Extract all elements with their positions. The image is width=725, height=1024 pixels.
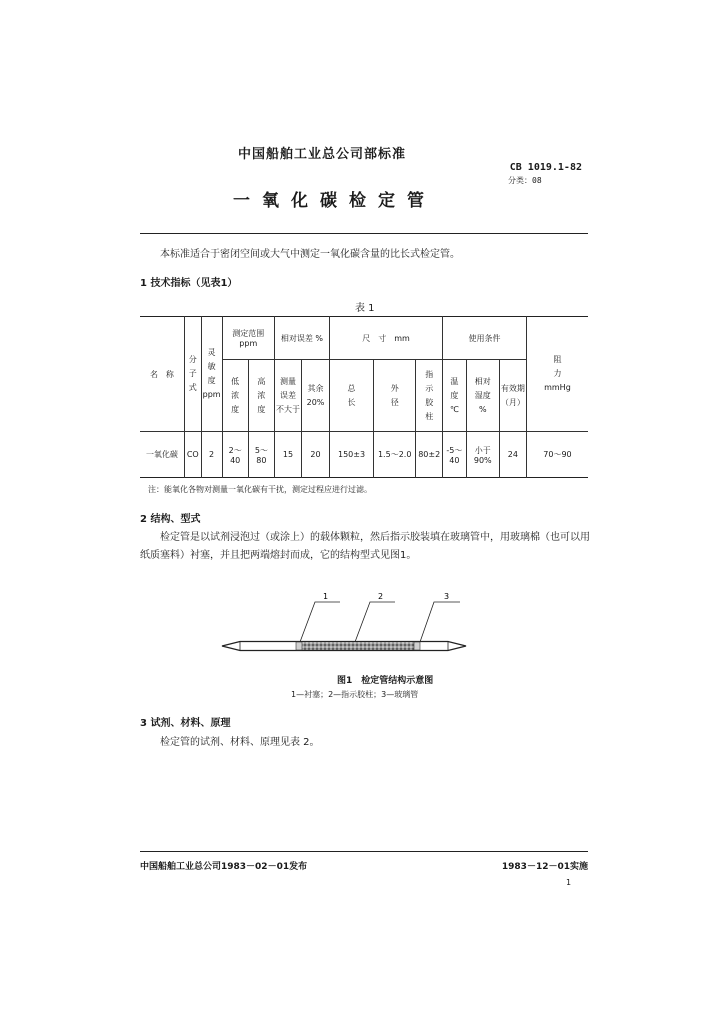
effective-date: 1983－12－01实施 xyxy=(501,862,588,872)
figure-legend: 1—衬塞；2—指示胶柱；3—玻璃管 xyxy=(291,690,419,699)
col-header-resistance: 阻 力 mmHg xyxy=(526,317,588,432)
group-header-size: 尺 寸 mm xyxy=(330,317,443,360)
section-2-heading: 2 结构、型式 xyxy=(140,514,201,525)
group-header-range: 测定范围 ppm xyxy=(222,317,274,360)
table-row xyxy=(140,432,588,478)
leader-line-2 xyxy=(355,602,395,642)
footer-rule xyxy=(140,851,588,852)
spec-table xyxy=(140,316,588,478)
sub-header-humidity: 相对 湿度 % xyxy=(466,360,499,432)
label-2: 2 xyxy=(378,592,384,601)
col-header-name: 名 称 xyxy=(140,317,184,432)
issue-date: 中国船舶工业总公司1983－02－01发布 xyxy=(140,862,308,872)
sub-header-error-other: 其余 20% xyxy=(302,360,330,432)
plug-right xyxy=(414,642,420,650)
cell-formula: CO xyxy=(184,432,201,478)
sub-header-range-high: 高 浓 度 xyxy=(248,360,274,432)
sub-header-temperature: 温 度 ℃ xyxy=(443,360,467,432)
cell-range-high: 5～80 xyxy=(248,432,274,478)
standard-code: CB 1019.1-82 xyxy=(509,162,582,173)
label-1: 1 xyxy=(323,592,329,601)
cell-indicator-column: 80±2 xyxy=(416,432,443,478)
sub-header-outer-diameter: 外 径 xyxy=(374,360,416,432)
cell-temperature: -5～40 xyxy=(443,432,467,478)
document-title: 一氧化碳检定管 xyxy=(233,191,436,211)
leader-line-3 xyxy=(420,602,460,642)
label-3: 3 xyxy=(444,592,450,601)
sub-header-indicator-column: 指 示 胶 柱 xyxy=(416,360,443,432)
section-2-paragraph: 检定管是以试剂浸泡过（或涂上）的载体颗粒，然后指示胶装填在玻璃管中，用玻璃棉（也可以用纸质塞料）衬塞，并且把两端熔封而成，它的结构型式见图1。 xyxy=(140,532,590,561)
header-rule xyxy=(140,233,588,234)
section-1-heading: 1 技术指标（见表1） xyxy=(140,278,238,289)
table-note: 注：能氧化各物对测量一氧化碳有干扰，测定过程应进行过滤。 xyxy=(148,485,372,494)
cell-name: 一氧化碳 xyxy=(140,432,184,478)
page-number: 1 xyxy=(566,878,572,887)
sub-header-range-low: 低 浓 度 xyxy=(222,360,248,432)
col-header-sensitivity: 灵 敏 度 ppm xyxy=(201,317,222,432)
col-header-formula: 分 子 式 xyxy=(184,317,201,432)
issuing-organization: 中国船舶工业总公司部标准 xyxy=(238,147,407,162)
sub-header-shelf-life: 有效期 （月） xyxy=(499,360,526,432)
cell-resistance: 70～90 xyxy=(526,432,588,478)
plug-left xyxy=(296,642,302,650)
cell-error-measure: 15 xyxy=(274,432,301,478)
sub-header-length: 总 长 xyxy=(330,360,374,432)
section-3-heading: 3 试剂、材料、原理 xyxy=(140,718,231,729)
intro-paragraph: 本标准适合于密闭空间或大气中测定一氧化碳含量的比长式检定管。 xyxy=(160,249,460,260)
cell-shelf-life: 24 xyxy=(499,432,526,478)
figure-caption: 图1 检定管结构示意图 xyxy=(337,676,434,686)
cell-error-other: 20 xyxy=(302,432,330,478)
detector-tube-diagram xyxy=(220,588,470,668)
cell-outer-diameter: 1.5～2.0 xyxy=(374,432,416,478)
cell-range-low: 2～40 xyxy=(222,432,248,478)
sub-header-error-measure: 测量 误差 不大于 xyxy=(274,360,301,432)
group-header-error: 相对误差 % xyxy=(274,317,329,360)
standard-category: 分类：08 xyxy=(508,176,542,185)
table-caption: 表 1 xyxy=(355,303,375,314)
section-3-paragraph: 检定管的试剂、材料、原理见表 2。 xyxy=(160,737,320,748)
group-header-conditions: 使用条件 xyxy=(443,317,527,360)
indicator-gel-column xyxy=(296,642,420,650)
cell-sensitivity: 2 xyxy=(201,432,222,478)
cell-humidity: 小于 90% xyxy=(466,432,499,478)
leader-line-1 xyxy=(300,602,340,642)
cell-length: 150±3 xyxy=(330,432,374,478)
